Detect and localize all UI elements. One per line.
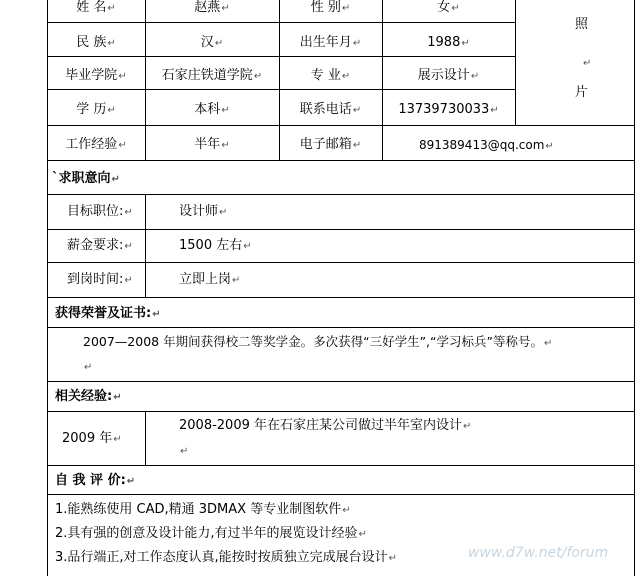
ethnicity-value: 汉↵	[200, 35, 224, 50]
start-time-value: 立即上岗↵	[179, 272, 241, 287]
gender-label: 性 别↵	[310, 0, 351, 15]
email-value: 891389413@qq.com↵	[419, 138, 554, 152]
info-row-line-4	[47, 125, 635, 126]
info-row-line-5	[47, 160, 635, 161]
salary-label: 薪金要求:↵	[67, 238, 133, 253]
major-label: 专 业↵	[310, 68, 351, 83]
info-row-line-3	[47, 89, 516, 90]
watermark: www.d7w.net/forum	[468, 545, 609, 561]
intent-col-line	[145, 194, 146, 297]
honors-section-title: 获得荣誉及证书:↵	[55, 306, 161, 321]
experience-empty-para: ↵	[180, 446, 189, 457]
intent-row-line-2	[47, 262, 635, 263]
experience-text: 2008-2009 年在石家庄某公司做过半年室内设计↵	[179, 418, 472, 433]
self-eval-section-title: 自 我 评 价:↵	[55, 473, 136, 488]
phone-label: 联系电话↵	[299, 102, 362, 117]
experience-title-line	[47, 411, 635, 412]
school-value: 石家庄铁道学院↵	[161, 68, 263, 83]
photo-label-2: 片	[575, 85, 589, 100]
self-eval-item: 1.能熟练使用 CAD,精通 3DMAX 等专业制图软件↵	[55, 502, 351, 517]
info-row-line-1	[47, 22, 516, 23]
phone-value: 13739730033↵	[398, 102, 499, 117]
gender-value: 女↵	[437, 0, 460, 15]
birth-label: 出生年月↵	[299, 35, 362, 50]
self-eval-title-line	[47, 494, 635, 495]
education-value: 本科↵	[194, 102, 230, 117]
intent-row-line-3	[47, 297, 635, 298]
info-col-line-4	[515, 0, 516, 125]
photo-label-1: 照	[575, 17, 589, 32]
start-time-label: 到岗时间:↵	[67, 272, 133, 287]
email-label: 电子邮箱↵	[299, 137, 362, 152]
intent-title-line	[47, 194, 635, 195]
honors-title-line	[47, 327, 635, 328]
photo-para-mark: ↵	[583, 58, 592, 69]
info-row-line-2	[47, 56, 516, 57]
experience-col-line	[145, 411, 146, 465]
birth-value: 1988↵	[427, 35, 470, 50]
self-eval-item: 2.具有强的创意及设计能力,有过半年的展览设计经验↵	[55, 526, 367, 541]
intent-section-title: `求职意向↵	[52, 171, 120, 186]
intent-row-line-1	[47, 229, 635, 230]
self-eval-item: 3.品行端正,对工作态度认真,能按时按质独立完成展台设计↵	[55, 550, 398, 565]
honors-text: 2007—2008 年期间获得校二等奖学金。多次获得“三好学生”,“学习标兵”等称号。↵	[83, 334, 553, 349]
honors-empty-para: ↵	[84, 362, 93, 373]
table-border-left	[47, 0, 48, 576]
honors-end-line	[47, 381, 635, 382]
name-value: 赵燕↵	[194, 0, 230, 15]
education-label: 学 历↵	[76, 102, 116, 117]
experience-end-line	[47, 465, 635, 466]
experience-label: 工作经验↵	[65, 137, 127, 152]
experience-year: 2009 年↵	[62, 431, 122, 446]
salary-value: 1500 左右↵	[179, 238, 252, 253]
target-position-value: 设计师↵	[179, 204, 228, 219]
experience-section-title: 相关经验:↵	[55, 389, 122, 404]
experience-value: 半年↵	[194, 137, 230, 152]
name-label: 姓 名↵	[76, 0, 116, 15]
target-position-label: 目标职位:↵	[67, 204, 133, 219]
major-value: 展示设计↵	[417, 68, 480, 83]
ethnicity-label: 民 族↵	[76, 35, 116, 50]
school-label: 毕业学院↵	[65, 68, 127, 83]
